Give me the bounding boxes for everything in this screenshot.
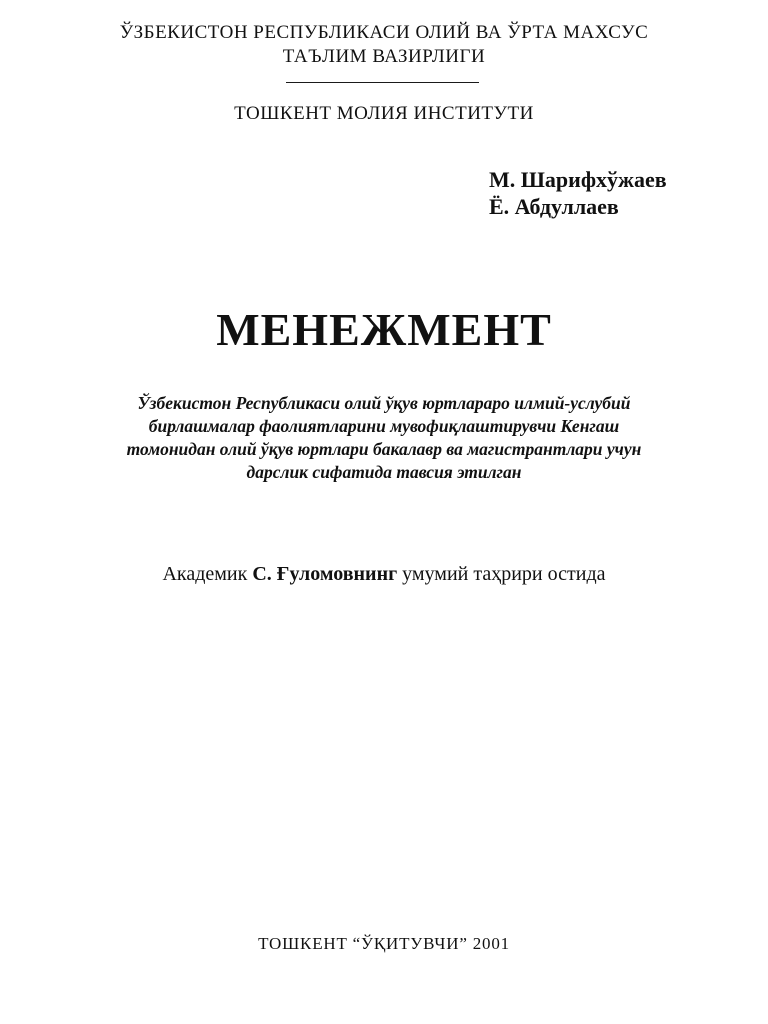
ministry-line-2: ТАЪЛИМ ВАЗИРЛИГИ <box>282 46 486 67</box>
authors-block <box>489 166 667 220</box>
approval-line-3: томонидан олий ўқув юртлари бакалавр ва магистрантлари учун <box>126 439 642 459</box>
author-2: Ё. Абдуллаев <box>489 194 619 219</box>
approval-line-2: бирлашмалар фаолиятларини мувофиқлаштирувчи Кенгаш <box>148 416 620 436</box>
header-divider <box>286 82 479 83</box>
approval-line-1: Ўзбекистон Республикаси олий ўқув юртлараро илмий-услубий <box>137 393 631 413</box>
editor-suffix: умумий таҳрири остида <box>402 563 606 585</box>
institute-name: ТОШКЕНТ МОЛИЯ ИНСТИТУТИ <box>234 103 534 124</box>
approval-statement <box>60 392 708 484</box>
author-1: М. Шарифхўжаев <box>489 167 667 192</box>
publisher-imprint: ТОШКЕНТ “ЎҚИТУВЧИ” 2001 <box>258 934 510 953</box>
editor-prefix: Академик <box>162 563 248 585</box>
editor-line <box>0 563 768 586</box>
ministry-line-1: ЎЗБЕКИСТОН РЕСПУБЛИКАСИ ОЛИЙ ВА ЎРТА МАХСУС <box>119 22 649 43</box>
approval-line-4: дарслик сифатида тавсия этилган <box>246 462 522 482</box>
editor-name: С. Ғуломовнинг <box>252 563 398 585</box>
book-title: МЕНЕЖМЕНТ <box>216 304 552 355</box>
